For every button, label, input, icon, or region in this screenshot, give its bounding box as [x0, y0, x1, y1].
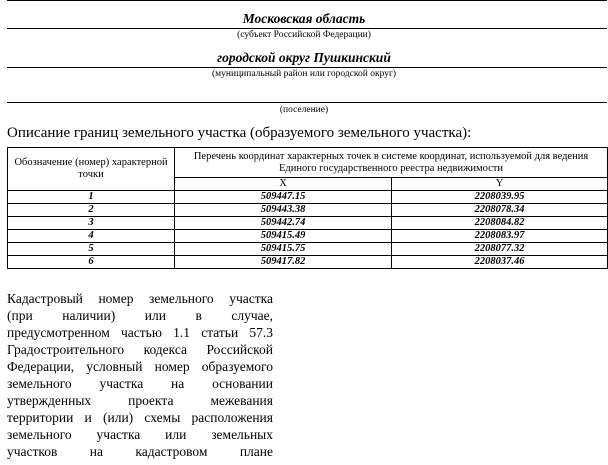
- table-row: [8, 243, 608, 256]
- table-row: [8, 204, 608, 217]
- coord-x: 509442.74: [175, 217, 392, 230]
- top-rule: [7, 0, 607, 1]
- district-underline: [7, 67, 607, 68]
- coord-x: 509415.75: [175, 243, 392, 256]
- district-caption: (муниципальный район или городской округ): [211, 69, 397, 79]
- paragraph-line: Кадастровый номер земельного участка: [7, 291, 273, 306]
- coordinates-table: [7, 147, 608, 269]
- subject-value: Московская область: [242, 11, 366, 26]
- subject-underline: [7, 28, 607, 29]
- point-number: 3: [8, 217, 175, 230]
- table-row: [8, 217, 608, 230]
- coord-y: 2208037.46: [392, 256, 608, 269]
- coord-y: 2208084.82: [392, 217, 608, 230]
- coord-y: 2208077.32: [392, 243, 608, 256]
- paragraph-line: Федерации, условный номер образуемого: [7, 359, 273, 374]
- point-number: 1: [8, 191, 175, 204]
- coords-column-header: Перечень координат характерных точек в системе координат, используемой для ведения Единого государственного реестра недвижимости: [175, 148, 608, 178]
- point-column-header: Обозначение (номер) характерной точки: [8, 148, 175, 191]
- y-column-header: Y: [392, 178, 608, 191]
- section-title: Описание границ земельного участка (образуемого земельного участка):: [7, 125, 472, 141]
- settlement-underline: [7, 102, 607, 103]
- paragraph-line: утвержденных проекта межевания: [7, 393, 273, 408]
- point-number: 2: [8, 204, 175, 217]
- coord-y: 2208039.95: [392, 191, 608, 204]
- coord-y: 2208083.97: [392, 230, 608, 243]
- paragraph-line: участков на кадастровом плане: [7, 444, 273, 459]
- paragraph-line: территории и (или) схемы расположения: [7, 410, 273, 425]
- paragraph-line: земельного участка на основании: [7, 376, 273, 391]
- coord-x: 509447.15: [175, 191, 392, 204]
- table-row: [8, 256, 608, 269]
- x-column-header: X: [175, 178, 392, 191]
- paragraph-line: (при наличии) или в случае,: [7, 308, 273, 323]
- coord-x: 509443.38: [175, 204, 392, 217]
- paragraph-line: земельного участка или земельных: [7, 427, 273, 442]
- point-number: 4: [8, 230, 175, 243]
- cadastral-number-label: [7, 290, 273, 460]
- coord-x: 509417.82: [175, 256, 392, 269]
- coord-y: 2208078.34: [392, 204, 608, 217]
- point-number: 5: [8, 243, 175, 256]
- settlement-caption: (поселение): [279, 105, 329, 115]
- paragraph-line: предусмотренном частью 1.1 статьи 57.3: [7, 325, 273, 340]
- table-row: [8, 230, 608, 243]
- point-number: 6: [8, 256, 175, 269]
- subject-caption: (субъект Российской Федерации): [237, 30, 371, 40]
- table-row: [8, 191, 608, 204]
- district-value: городской округ Пушкинский: [217, 50, 391, 65]
- coord-x: 509415.49: [175, 230, 392, 243]
- paragraph-line: Градостроительного кодекса Российской: [7, 342, 273, 357]
